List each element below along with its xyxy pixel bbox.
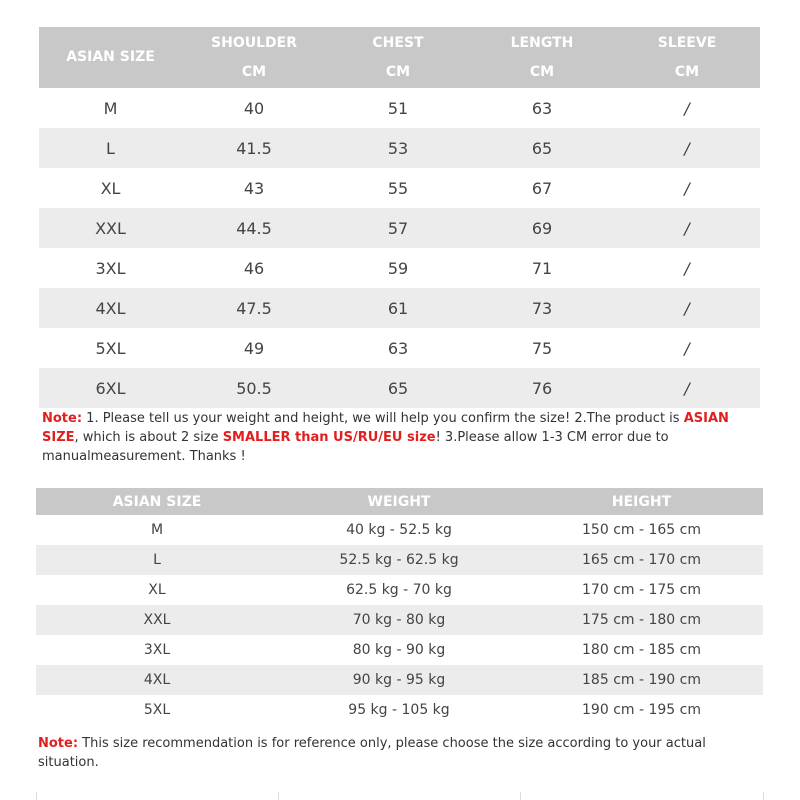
table-row xyxy=(39,88,760,128)
cell-size: M xyxy=(150,522,164,538)
cell-size: XL xyxy=(100,178,121,198)
bottom-divider xyxy=(0,792,800,800)
cell-size: 4XL xyxy=(143,672,171,688)
cell-length: 75 xyxy=(531,338,553,358)
table-body xyxy=(36,515,763,725)
cell-chest: 55 xyxy=(387,178,409,198)
table-row xyxy=(36,605,763,635)
cell-chest: 57 xyxy=(387,218,409,238)
cell-chest: 59 xyxy=(387,258,409,278)
cell-shoulder: 43 xyxy=(243,178,265,198)
cell-length: 73 xyxy=(531,298,553,318)
cell-height: 175 cm - 180 cm xyxy=(582,612,701,628)
cell-size: M xyxy=(103,98,118,118)
table-row xyxy=(39,168,760,208)
cell-length: 76 xyxy=(531,378,553,398)
table-header xyxy=(36,488,763,515)
cell-size: 5XL xyxy=(143,702,171,718)
cell-length: 63 xyxy=(531,98,553,118)
cell-weight: 40 kg - 52.5 kg xyxy=(346,522,452,538)
table-row xyxy=(39,328,760,368)
cell-shoulder: 49 xyxy=(243,338,265,358)
cell-chest: 65 xyxy=(387,378,409,398)
cell-weight: 70 kg - 80 kg xyxy=(352,612,446,628)
cell-height: 180 cm - 185 cm xyxy=(582,642,701,658)
cell-height: 165 cm - 170 cm xyxy=(582,552,701,568)
note-label: Note: xyxy=(38,736,79,751)
cell-size: 6XL xyxy=(95,378,126,398)
table-row xyxy=(36,665,763,695)
table-row xyxy=(39,128,760,168)
cell-weight: 95 kg - 105 kg xyxy=(348,702,450,718)
cell-chest: 63 xyxy=(387,338,409,358)
table-body xyxy=(39,88,760,408)
header-asian-size: ASIAN SIZE xyxy=(66,49,155,65)
table-row xyxy=(39,288,760,328)
cell-sleeve: / xyxy=(684,138,690,158)
cell-chest: 51 xyxy=(387,98,409,118)
table-row xyxy=(36,575,763,605)
note-label: Note: xyxy=(42,411,83,426)
cell-height: 185 cm - 190 cm xyxy=(582,672,701,688)
cell-length: 71 xyxy=(531,258,553,278)
cell-weight: 80 kg - 90 kg xyxy=(352,642,446,658)
cell-height: 170 cm - 175 cm xyxy=(582,582,701,598)
cell-length: 67 xyxy=(531,178,553,198)
cell-weight: 62.5 kg - 70 kg xyxy=(346,582,452,598)
cell-size: XXL xyxy=(143,612,171,628)
table-header xyxy=(39,27,760,88)
cell-chest: 53 xyxy=(387,138,409,158)
cell-sleeve: / xyxy=(684,258,690,278)
table-row xyxy=(36,695,763,725)
cell-shoulder: 47.5 xyxy=(236,298,272,318)
cell-shoulder: 40 xyxy=(243,98,265,118)
cell-sleeve: / xyxy=(684,378,690,398)
note-highlight-smaller: SMALLER than US/RU/EU size xyxy=(222,430,436,445)
header-asian-size: ASIAN SIZE xyxy=(112,493,202,510)
note-text: , which is about 2 size xyxy=(74,430,223,445)
table-row xyxy=(39,248,760,288)
cell-length: 69 xyxy=(531,218,553,238)
size-measurement-table xyxy=(39,27,760,408)
header-shoulder: SHOULDER CM xyxy=(211,34,297,80)
cell-height: 150 cm - 165 cm xyxy=(582,522,701,538)
header-sleeve: SLEEVE CM xyxy=(657,34,717,80)
note-text: ! 3.Please allow 1-3 CM error due to manualmeasurement. Thanks ! xyxy=(42,430,669,464)
header-length: LENGTH CM xyxy=(510,34,574,80)
cell-shoulder: 46 xyxy=(243,258,265,278)
note-text: 1. Please tell us your weight and height, we will help you confirm the size! 2.The product is xyxy=(82,411,684,426)
cell-sleeve: / xyxy=(684,178,690,198)
cell-sleeve: / xyxy=(684,218,690,238)
cell-height: 190 cm - 195 cm xyxy=(582,702,701,718)
cell-sleeve: / xyxy=(684,338,690,358)
header-chest: CHEST CM xyxy=(372,34,424,80)
cell-sleeve: / xyxy=(684,298,690,318)
cell-size: XXL xyxy=(95,218,126,238)
table-row xyxy=(36,545,763,575)
cell-size: 3XL xyxy=(95,258,126,278)
size-recommendation-table xyxy=(36,488,763,725)
cell-size: L xyxy=(106,138,115,158)
table-row xyxy=(39,208,760,248)
cell-shoulder: 44.5 xyxy=(236,218,272,238)
cell-length: 65 xyxy=(531,138,553,158)
table-row xyxy=(36,635,763,665)
note-text: This size recommendation is for reference only, please choose the size according to your actual situation. xyxy=(38,736,706,770)
cell-size: 4XL xyxy=(95,298,126,318)
cell-sleeve: / xyxy=(684,98,690,118)
note-highlight-asian-size: ASIAN SIZE xyxy=(42,411,729,445)
header-weight: WEIGHT xyxy=(367,493,431,510)
table-row xyxy=(39,368,760,408)
table-row xyxy=(36,515,763,545)
cell-size: XL xyxy=(148,582,166,598)
header-height: HEIGHT xyxy=(611,493,672,510)
cell-chest: 61 xyxy=(387,298,409,318)
recommendation-note xyxy=(38,734,760,772)
cell-shoulder: 50.5 xyxy=(236,378,272,398)
size-note xyxy=(42,409,760,466)
cell-size: 3XL xyxy=(143,642,171,658)
cell-shoulder: 41.5 xyxy=(236,138,272,158)
cell-weight: 52.5 kg - 62.5 kg xyxy=(339,552,459,568)
cell-size: L xyxy=(153,552,161,568)
cell-size: 5XL xyxy=(95,338,126,358)
cell-weight: 90 kg - 95 kg xyxy=(352,672,446,688)
